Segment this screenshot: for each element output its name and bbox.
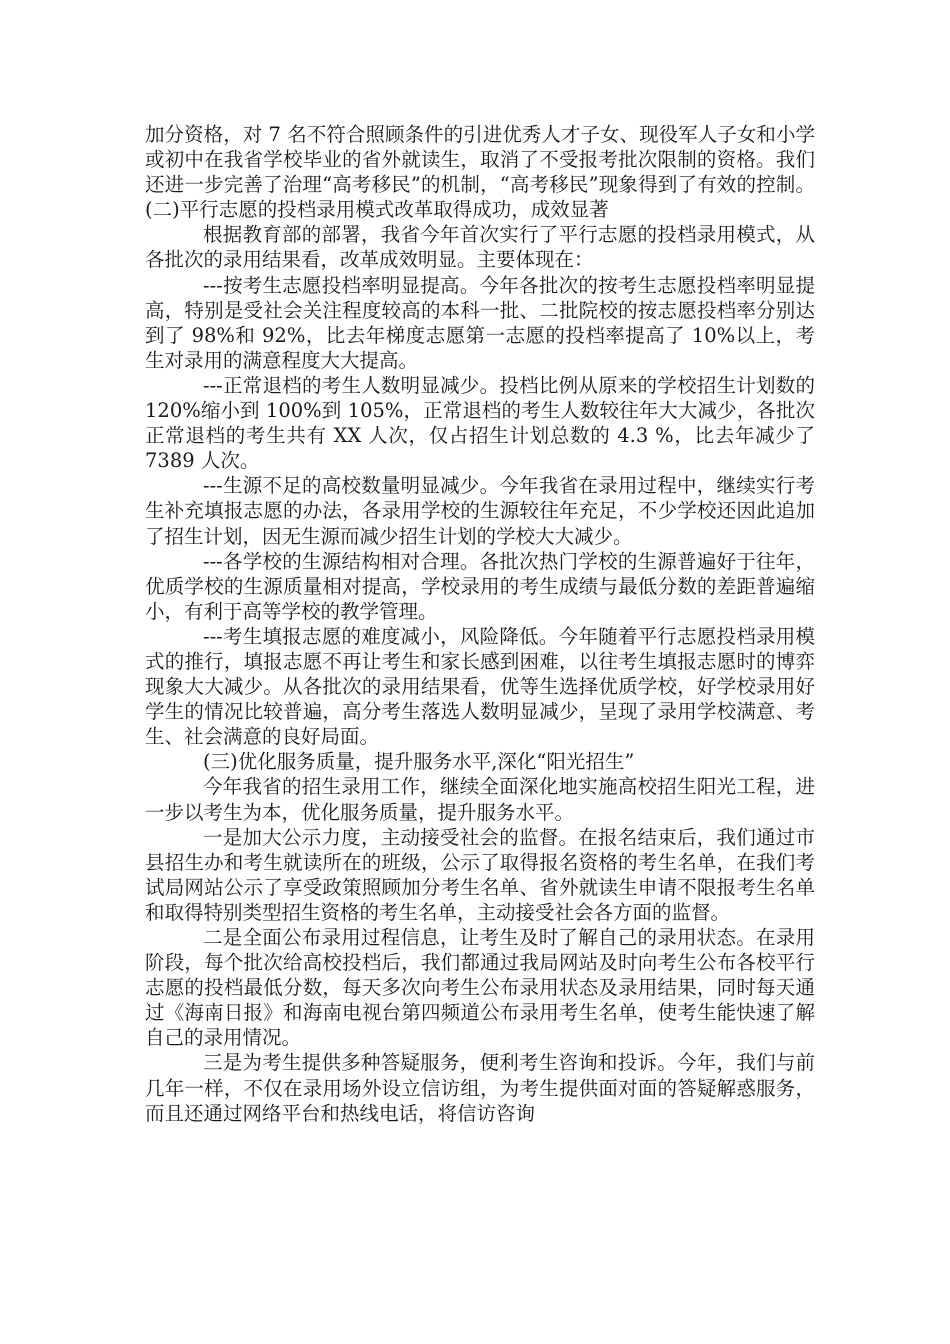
paragraph: ---正常退档的考生人数明显减少。投档比例从原来的学校招生计划数的 120%缩小到 100%到 105%，正常退档的考生人数较往年大大减少，各批次正常退档的考生共有 XX 人次，仅占招生计划总数的 4.3 %，比去年减少了 7389 人次。 bbox=[145, 373, 815, 473]
paragraph: 根据教育部的部署，我省今年首次实行了平行志愿的投档录用模式，从各批次的录用结果看，改革成效明显。主要体现在： bbox=[145, 223, 815, 272]
paragraph: 二是全面公布录用过程信息，让考生及时了解自己的录用状态。在录用阶段，每个批次给高校投档后，我们都通过我局网站及时向考生公布各校平行志愿的投档最低分数，每天多次向考生公布录用状态及录用结果，同时每天通过《海南日报》和海南电视台第四频道公布录用考生名单，使考生能快速了解自己的录用情况。 bbox=[145, 926, 815, 1050]
paragraph: ---生源不足的高校数量明显减少。今年我省在录用过程中，继续实行考生补充填报志愿的办法，各录用学校的生源较往年充足，不少学校还因此追加了招生计划，因无生源而减少招生计划的学校大大减少。 bbox=[145, 474, 815, 548]
paragraph: 一是加大公示力度，主动接受社会的监督。在报名结束后，我们通过市县招生办和考生就读所在的班级，公示了取得报名资格的考生名单，在我们考试局网站公示了享受政策照顾加分考生名单、省外就读生申请不限报考生名单和取得特别类型招生资格的考生名单，主动接受社会各方面的监督。 bbox=[145, 825, 815, 924]
paragraph: ---按考生志愿投档率明显提高。今年各批次的按考生志愿投档率明显提高，特别是受社会关注程度较高的本科一批、二批院校的按志愿投档率分别达到了 98%和 92%，比去年梯度志愿第一志愿的投档率提高了 10%以上，考生对录用的满意程度大大提高。 bbox=[145, 273, 815, 372]
paragraph: 三是为考生提供多种答疑服务，便利考生咨询和投诉。今年，我们与前几年一样，不仅在录用场外设立信访组，为考生提供面对面的答疑解惑服务，而且还通过网络平台和热线电话，将信访咨询 bbox=[145, 1051, 815, 1125]
section-heading: (三)优化服务质量，提升服务水平,深化“阳光招生” bbox=[203, 750, 635, 774]
paragraph: ---各学校的生源结构相对合理。各批次热门学校的生源普遍好于往年，优质学校的生源质量相对提高，学校录用的考生成绩与最低分数的差距普遍缩小，有利于高等学校的教学管理。 bbox=[145, 549, 815, 623]
document-body bbox=[145, 122, 815, 1126]
paragraph: 加分资格，对 7 名不符合照顾条件的引进优秀人才子女、现役军人子女和小学或初中在我省学校毕业的省外就读生，取消了不受报考批次限制的资格。我们还进一步完善了治理“高考移民”的机制，“高考移民”现象得到了有效的控制。(二)平行志愿的投档录用模式改革取得成功，成效显著 bbox=[145, 123, 815, 222]
paragraph: ---考生填报志愿的难度减小，风险降低。今年随着平行志愿投档录用模式的推行，填报志愿不再让考生和家长感到困难，以往考生填报志愿时的博弈现象大大减少。从各批次的录用结果看，优等生选择优质学校，好学校录用好学生的情况比较普遍，高分考生落选人数明显减少，呈现了录用学校满意、考生、社会满意的良好局面。 bbox=[145, 624, 815, 749]
paragraph: 今年我省的招生录用工作，继续全面深化地实施高校招生阳光工程，进一步以考生为本，优化服务质量，提升服务水平。 bbox=[145, 775, 815, 824]
